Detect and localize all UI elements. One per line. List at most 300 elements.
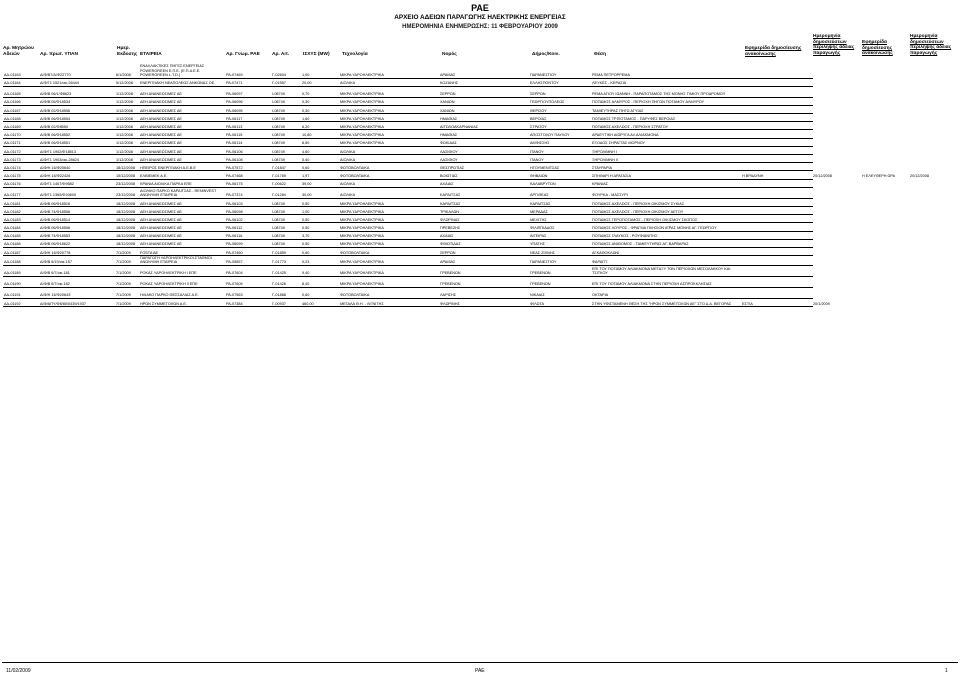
cell-company: ΔΕΗ ΑΝΑΝΕΩΣΙΜΕΣ ΑΕ: [139, 239, 225, 247]
cell-issue-date: 23/12/2008: [115, 179, 139, 187]
cell-issue-date: 18/12/2008: [115, 231, 139, 239]
cell-prefecture: ΧΑΝΙΩΝ: [439, 97, 529, 105]
cell-power-mw: 30,00: [301, 187, 339, 198]
cell-prefecture: ΘΕΣΠΡΩΤΙΑΣ: [439, 163, 529, 171]
cell-technology: ΦΩΤΟΒΟΛΤΑΙΚΑ: [339, 287, 439, 298]
cell-issue-date: 23/12/2008: [115, 187, 139, 198]
cell-technology: ΜΙΚΡΑ ΥΔΡΟΗΛΕΚΤΡΙΚΑ: [339, 86, 439, 97]
cell-newspaper-1: [741, 239, 813, 247]
cell-power-mw: 0,60: [301, 287, 339, 298]
cell-company: ΚΡΑΝΙΑ ΑΙΟΛΙΚΑ ΠΑΡΚΑ ΕΠΕ: [139, 179, 225, 187]
table-row: [3, 276, 813, 287]
cell-newspaper-1: [741, 247, 813, 255]
cell-prefecture: ΗΜΑΘΙΑΣ: [439, 130, 529, 138]
cell-power-mw: 8,50: [301, 138, 339, 146]
cell-prefecture: ΔΡΑΜΑΣ: [439, 64, 529, 78]
cell-location: ΣΠΗΘΑΡΙ Η ΔΡΑΓΑΣΙΑ: [591, 171, 741, 179]
cell-issue-date: 7/1/2009: [115, 276, 139, 287]
cell-license-id: ΑΔ-01167: [3, 105, 39, 113]
cell-location: ΠΟΤΑΜΟΣ ΛΟΥΡΟΣ - ΦΡΑΓΜΑ ΠΛΗΣΙΟΝ ΙΕΡΑΣ ΜΟΝΗΣ ΑΓ. ΓΕΩΡΓΙΟΥ: [591, 223, 741, 231]
cell-application-number: Γ-01847: [271, 163, 301, 171]
cell-technology: ΜΙΚΡΑ ΥΔΡΟΗΛΕΚΤΡΙΚΑ: [339, 206, 439, 214]
cell-location: ΡΕΜΑ ΠΕΤΡΟΡΡΕΜΑ: [591, 64, 741, 78]
col-header-registry-1: Αρ. Μητρώου: [3, 46, 34, 51]
cell-company: ΗΡΩΝ ΣΥΜΜΕΤΟΧΩΝ Α.Ε.: [139, 298, 225, 306]
col-header-application: Αρ. Αιτ.: [272, 52, 290, 57]
cell-opinion-number: ΡΑ-06096: [225, 97, 271, 105]
cell-opinion-number: ΡΑ-06117: [225, 114, 271, 122]
cell-protocol-number: ΔΙΦ/Γ1 1467/Φ9582: [39, 179, 115, 187]
cell-protocol-number: ΔΙΦ/Β 06/Φ18556: [39, 223, 115, 231]
cell-opinion-number: ΡΑ-07460: [225, 247, 271, 255]
cell-application-number: I-08749: [271, 155, 301, 163]
cell-company: ΕΛΒΙΕΜΕΚ Α.Ε.: [139, 171, 225, 179]
cell-location: ΤΑΜΙΕΥΤΗΡΑΣ ΠΗΓΩ ΑΓΥΙΑΣ: [591, 105, 741, 113]
cell-opinion-number: ΡΑ-07572: [225, 163, 271, 171]
cell-protocol-number: ΔΙΦ/Η 16/Φ20640: [39, 163, 115, 171]
cell-power-mw: 10,80: [301, 130, 339, 138]
table-row: [3, 163, 813, 171]
cell-municipality: ΦΙΛΩΤΑ: [529, 298, 591, 306]
pubdate-1: 20/1/2009: [813, 301, 830, 306]
cell-technology: ΜΙΚΡΑ ΥΔΡΟΗΛΕΚΤΡΙΚΑ: [339, 276, 439, 287]
cell-company: ΔΕΗ ΑΝΑΝΕΩΣΙΜΕΣ ΑΕ: [139, 122, 225, 130]
cell-newspaper-1: [741, 97, 813, 105]
cell-technology: ΜΙΚΡΑ ΥΔΡΟΗΛΕΚΤΡΙΚΑ: [339, 239, 439, 247]
cell-newspaper-1: [741, 215, 813, 223]
cell-prefecture: ΛΑΣΙΘΙΟΥ: [439, 146, 529, 154]
cell-prefecture: ΓΡΕΒΕΝΩΝ: [439, 265, 529, 276]
cell-prefecture: ΛΑΣΙΘΙΟΥ: [439, 155, 529, 163]
table-row: [3, 155, 813, 163]
cell-prefecture: ΑΧΑΙΑΣ: [439, 231, 529, 239]
col-header-municipality: Δήμος/Κοιν.: [532, 52, 560, 57]
cell-application-number: I-08749: [271, 138, 301, 146]
page-title: ΑΡΧΕΙΟ ΑΔΕΙΩΝ ΠΑΡΑΓΩΓΗΣ ΗΛΕΚΤΡΙΚΗΣ ΕΝΕΡΓΕΙΑΣ: [394, 14, 566, 21]
cell-municipality: ΑΡΓΙΘΕΑΣ: [529, 187, 591, 198]
cell-location: ΠΟΤΑΜΟΣ ΑΝΙΘΟΜΟΣ - ΤΑΜΙΕΥΤΗΡΑΣ ΑΓ. ΒΑΡΒΑΡΑΣ: [591, 239, 741, 247]
cell-company: ΠΑΡΑΓΩΓΗ ΥΔΡΟΗΛΕΚΤΡΙΚΟΙ ΣΤΑΘΜΟΙ ΑΝΩΝΥΜΗ ΕΤΑΙΡΕΙΑ: [139, 256, 225, 266]
cell-municipality: ΣΕΡΡΩΝ: [529, 86, 591, 97]
cell-protocol-number: ΔΙΦ/Γ1 1902/Φ18513: [39, 146, 115, 154]
cell-company: ΔΕΗ ΑΝΑΝΕΩΣΙΜΕΣ ΑΕ: [139, 198, 225, 206]
cell-issue-date: 1/12/2008: [115, 114, 139, 122]
cell-license-id: ΑΔ-01168: [3, 114, 39, 122]
cell-opinion-number: ΡΑ-06095: [225, 105, 271, 113]
cell-application-number: Γ-01773: [271, 256, 301, 266]
cell-application-number: I-08749: [271, 86, 301, 97]
cell-license-id: ΑΔ-01169: [3, 122, 39, 130]
cell-technology: ΜΕΓΑΛΑ Θ.Η. - ΛΙΓΝΙΤΗΣ: [339, 298, 439, 306]
cell-municipality: ΘΕΡΙΣΟΥ: [529, 105, 591, 113]
col-header-protocol: Αρ. πρωτ. ΥΠΑΝ: [40, 52, 78, 57]
cell-issue-date: 18/12/2008: [115, 206, 139, 214]
cell-location: ΣΤΑΥΡΑΡΙΑ: [591, 163, 741, 171]
cell-newspaper-1: [741, 287, 813, 298]
cell-application-number: I-08749: [271, 206, 301, 214]
cell-opinion-number: ΡΑ-06098: [225, 206, 271, 214]
cell-license-id: ΑΔ-01189: [3, 265, 39, 276]
cell-technology: ΑΙΟΛΙΚΑ: [339, 155, 439, 163]
cell-opinion-number: ΡΑ-06116: [225, 231, 271, 239]
cell-protocol-number: ΔΙΦ/Β 06/Φ18552: [39, 130, 115, 138]
cell-opinion-number: ΡΑ-06099: [225, 239, 271, 247]
col-header-company: ΕΤΑΙΡΕΙΑ: [140, 52, 162, 57]
cell-technology: ΑΙΟΛΙΚΑ: [339, 146, 439, 154]
table-row: [3, 231, 813, 239]
cell-issue-date: 1/12/2008: [115, 86, 139, 97]
cell-protocol-number: ΔΙΦ/Γ1 1521/οικ.26444: [39, 78, 115, 86]
cell-newspaper-1: [741, 223, 813, 231]
cell-company: ΕΝΕΡΓΕΙΑΚΗ ΝΕΑΠΟΛΕΩΣ ΑΝΚΩΝΑΣ ΟΕ: [139, 78, 225, 86]
cell-company: ΔΕΗ ΑΝΑΝΕΩΣΙΜΕΣ ΑΕ: [139, 215, 225, 223]
cell-protocol-number: ΔΙΦ/Β7/Α/Φ22770: [39, 64, 115, 78]
cell-protocol-number: ΔΙΦ/Β 06/Φ18622: [39, 239, 115, 247]
cell-newspaper-1: ΕΣΤΙΑ: [741, 298, 813, 306]
table-row: [3, 105, 813, 113]
cell-municipality: ΠΑΡΑΝΕΣΤΙΟΥ: [529, 64, 591, 78]
cell-opinion-number: ΡΑ-07384: [225, 298, 271, 306]
cell-issue-date: 15/12/2008: [115, 171, 139, 179]
cell-license-id: ΑΔ-01163: [3, 64, 39, 78]
table-row: [3, 171, 813, 179]
cell-protocol-number: ΔΙΦ/Β 74/Φ18556: [39, 206, 115, 214]
col-header-power: ΙΣΧΥΣ (MW): [303, 52, 330, 57]
cell-newspaper-1: [741, 138, 813, 146]
cell-prefecture: ΤΡΙΚΑΛΩΝ: [439, 206, 529, 214]
cell-technology: ΜΙΚΡΑ ΥΔΡΟΗΛΕΚΤΡΙΚΑ: [339, 223, 439, 231]
cell-protocol-number: ΔΙΦ/Β 6/19/οικ.157: [39, 256, 115, 266]
table-row: [3, 247, 813, 255]
cell-prefecture: ΦΛΩΡΙΝΑΣ: [439, 215, 529, 223]
cell-company: ΔΕΗ ΑΝΑΝΕΩΣΙΜΕΣ ΑΕ: [139, 146, 225, 154]
cell-license-id: ΑΔ-01190: [3, 276, 39, 287]
table-row: [3, 130, 813, 138]
cell-prefecture: ΧΑΝΙΩΝ: [439, 105, 529, 113]
table-row: [3, 223, 813, 231]
footer-page-number: 1: [945, 668, 948, 674]
cell-license-id: ΑΔ-01164: [3, 78, 39, 86]
cell-opinion-number: ΡΑ-07563: [225, 287, 271, 298]
table-row: [3, 138, 813, 146]
cell-application-number: I-08749: [271, 146, 301, 154]
cell-company: ΡΟΚΑΣ ΥΔΡΟΗΛΕΚΤΡΙΚΗ ΙΙ ΕΠΕ: [139, 276, 225, 287]
cell-issue-date: 7/1/2009: [115, 265, 139, 276]
cell-application-number: I-08749: [271, 114, 301, 122]
cell-newspaper-1: [741, 198, 813, 206]
cell-municipality: ΣΤΡΑΤΟΥ: [529, 122, 591, 130]
col-header-newspaper-1: Εφημερίδα δημοσίευσης ανακοίνωσης: [745, 46, 802, 57]
cell-protocol-number: ΔΙΦ/Β 02/Φ18556: [39, 105, 115, 113]
cell-municipality: ΓΡΕΒΕΝΩΝ: [529, 276, 591, 287]
page-org: PAE: [471, 3, 489, 13]
cell-application-number: I-08749: [271, 231, 301, 239]
cell-power-mw: 0,50: [301, 239, 339, 247]
cell-application-number: Γ-01868: [271, 287, 301, 298]
cell-newspaper-1: Η ΒΡΑΔΥΝΗ: [741, 171, 813, 179]
cell-opinion-number: ΡΑ-07469: [225, 64, 271, 78]
cell-license-id: ΑΔ-01173: [3, 155, 39, 163]
table-row: [3, 122, 813, 130]
cell-power-mw: 0,50: [301, 198, 339, 206]
cell-license-id: ΑΔ-01171: [3, 138, 39, 146]
cell-protocol-number: ΔΙΦ/Β 02/Φ8550: [39, 122, 115, 130]
cell-application-number: I-08749: [271, 215, 301, 223]
cell-municipality: ΑΜΦΙΣΣΗΣ: [529, 138, 591, 146]
table-row: [3, 64, 813, 78]
cell-issue-date: 18/12/2008: [115, 163, 139, 171]
cell-location: ΕΠΙ ΤΟΥ ΠΟΤΑΜΟΥ ΑΛΙΑΚΜΟΝΑ ΣΤΗΝ ΠΕΡΙΟΧΗ ΑΣΠΡΟΚΚΛΗΣΙΑΣ: [591, 276, 741, 287]
cell-prefecture: ΦΩΚΙΔΑΣ: [439, 138, 529, 146]
cell-technology: ΜΙΚΡΑ ΥΔΡΟΗΛΕΚΤΡΙΚΑ: [339, 130, 439, 138]
cell-opinion-number: ΡΑ-06175: [225, 179, 271, 187]
table-row: [3, 206, 813, 214]
cell-power-mw: 0,50: [301, 223, 339, 231]
cell-license-id: ΑΔ-01174: [3, 163, 39, 171]
col-header-opinion: Αρ. Γνωμ. ΡΑΕ: [226, 52, 260, 57]
cell-protocol-number: ΔΙΦ/Η 16/Φ20778: [39, 247, 115, 255]
cell-license-id: ΑΔ-01188: [3, 256, 39, 266]
cell-company: ΗΛΙΑΚΟ ΠΑΡΚΟ ΘΕΣΣΑΛΙΑΣ Α.Ε.: [139, 287, 225, 298]
cell-location: ΠΟΤΑΜΟΣ ΓΛΑΥΚΟΣ - ΡΟΥΦΙΑΝΙΤΗΣ: [591, 231, 741, 239]
cell-newspaper-1: [741, 265, 813, 276]
cell-newspaper-1: [741, 187, 813, 198]
table-row: [3, 86, 813, 97]
cell-opinion-number: ΡΑ-06103: [225, 198, 271, 206]
cell-company: ΡΟΚΑΣ ΥΔΡΟΗΛΕΚΤΡΙΚΗ Ι ΕΠΕ: [139, 265, 225, 276]
cell-location: ΠΟΤΑΜΟΣ ΓΕΡΟΠΟΤΑΜΟΣ - ΠΕΡΙΟΧΗ ΟΙΚΙΣΜΟΥ ΣΚΟΠΟΣ: [591, 215, 741, 223]
cell-municipality: ΕΛΛΗΣΠΟΝΤΟΥ: [529, 78, 591, 86]
cell-location: ΠΟΤΑΜΟΣ ΑΧΕΛΩΟΣ - ΠΕΡΙΟΧΗ ΟΙΚΙΣΜΟΥ ΑΕΤΟΥ: [591, 206, 741, 214]
cell-protocol-number: ΔΙΦ/Β 06/Φ18516: [39, 198, 115, 206]
table-row: [3, 287, 813, 298]
cell-issue-date: 1/12/2008: [115, 130, 139, 138]
cell-protocol-number: ΔΙΦ/Η 16/Φ20643: [39, 287, 115, 298]
cell-municipality: ΜΕΡΑΔΑΣ: [529, 206, 591, 214]
cell-application-number: Γ-01859: [271, 247, 301, 255]
cell-power-mw: 6,20: [301, 122, 339, 130]
cell-power-mw: 20,00: [301, 78, 339, 86]
cell-municipality: ΘΗΒΑΙΩΝ: [529, 171, 591, 179]
cell-municipality: ΓΕΩΡΓΙΟΥΠΟΛΕΩΣ: [529, 97, 591, 105]
cell-company: ΔΕΗ ΑΝΑΝΕΩΣΙΜΕΣ ΑΕ: [139, 206, 225, 214]
cell-application-number: Γ-01284: [271, 187, 301, 198]
cell-location: ΛΕΥΚΕΣ - ΚΕΡΑΣΙΑ: [591, 78, 741, 86]
cell-location: ΞΗΡΟΛΙΜΝΗ ΙΙ: [591, 155, 741, 163]
cell-protocol-number: ΔΙΦ/Η 16/Φ22426: [39, 171, 115, 179]
col-header-technology: Τεχνολογία: [342, 52, 368, 57]
cell-power-mw: 9,40: [301, 265, 339, 276]
cell-company: ΔΕΗ ΑΝΑΝΕΩΣΙΜΕΣ ΑΕ: [139, 231, 225, 239]
cell-opinion-number: ΡΑ-06112: [225, 223, 271, 231]
col-header-date-2: Εκδοσης: [117, 52, 138, 57]
cell-opinion-number: ΡΑ-07604: [225, 265, 271, 276]
cell-location: ΟΚΤΑΡΙΑ: [591, 287, 741, 298]
cell-municipality: ΑΠΟΣΤΟΛΟΥ ΠΑΥΛΟΥ: [529, 130, 591, 138]
cell-prefecture: ΔΡΑΜΑΣ: [439, 256, 529, 266]
cell-license-id: ΑΔ-01176: [3, 179, 39, 187]
cell-issue-date: 7/1/2009: [115, 287, 139, 298]
table-row: [3, 298, 813, 306]
cell-company: ΔΕΗ ΑΝΑΝΕΩΣΙΜΕΣ ΑΕ: [139, 155, 225, 163]
cell-prefecture: ΓΡΕΒΕΝΩΝ: [439, 276, 529, 287]
cell-municipality: ΙΤΑΝΟΥ: [529, 155, 591, 163]
cell-protocol-number: ΔΙΦ/Β 06/Φ18551: [39, 138, 115, 146]
newspaper-2: Η ΕΛΕΥΘΕΡΗ ΩΡΑ: [862, 174, 896, 179]
cell-prefecture: ΦΘΙΩΤΙΔΑΣ: [439, 239, 529, 247]
cell-power-mw: 1,60: [301, 114, 339, 122]
col-header-registry-2: Αδειών: [3, 52, 20, 57]
cell-location: ΠΟΤΑΜΟΣ ΑΧΕΛΩΟΣ - ΠΕΡΙΟΧΗ ΟΙΚΙΣΜΟΥ ΣΥΚΙΑΣ: [591, 198, 741, 206]
cell-application-number: I-08749: [271, 122, 301, 130]
cell-opinion-number: ΡΑ-06106: [225, 146, 271, 154]
cell-company: ΔΕΗ ΑΝΑΝΕΩΣΙΜΕΣ ΑΕ: [139, 223, 225, 231]
cell-newspaper-1: [741, 130, 813, 138]
cell-prefecture: ΦΛΩΡΙΝΗΣ: [439, 298, 529, 306]
footer-org: PAE: [475, 668, 485, 674]
cell-license-id: ΑΔ-01191: [3, 287, 39, 298]
table-row: [3, 265, 813, 276]
cell-location: ΡΕΜΑ ΑΓΙΟΥ ΙΩΑΝΝΗ - ΠΑΡΑΠΟΤΑΜΟΣ ΤΗΣ ΜΟΝΗΣ ΤΙΜΙΟΥ ΠΡΟΔΡΟΜΟΥ: [591, 86, 741, 97]
cell-newspaper-1: [741, 206, 813, 214]
cell-power-mw: 0,60: [301, 163, 339, 171]
cell-power-mw: 4,60: [301, 146, 339, 154]
col-header-location: Θέση: [594, 52, 607, 57]
cell-protocol-number: ΔΙΦ/Β 06/1/Φ8623: [39, 86, 115, 97]
cell-newspaper-1: [741, 179, 813, 187]
cell-location: ΚΡΑΝΙΑΣ: [591, 179, 741, 187]
cell-issue-date: 1/12/2008: [115, 138, 139, 146]
cell-issue-date: 5/12/2008: [115, 78, 139, 86]
cell-power-mw: 0,30: [301, 97, 339, 105]
cell-power-mw: 1,00: [301, 64, 339, 78]
cell-location: ΕΠΙ ΤΟΥ ΠΟΤΑΜΟΥ ΑΛΙΑΚΜΟΝΑ ΜΕΤΑΞΥ ΤΩΝ ΠΕΡΙΟΧΩΝ ΜΕΣΟΛΑΚΚΟΥ ΚΑΙ ΤΣΙΤΚΟΥ: [591, 265, 741, 276]
cell-power-mw: 1,00: [301, 206, 339, 214]
cell-prefecture: ΚΑΡΔΙΤΣΑΣ: [439, 187, 529, 198]
cell-technology: ΜΙΚΡΑ ΥΔΡΟΗΛΕΚΤΡΙΚΑ: [339, 64, 439, 78]
cell-license-id: ΑΔ-01181: [3, 198, 39, 206]
col-header-newspaper-2: Εφημερίδα δημοσίευσης ανακοίνωσης: [862, 40, 893, 57]
cell-company: ΔΕΗ ΑΝΑΝΕΩΣΙΜΕΣ ΑΕ: [139, 138, 225, 146]
cell-company: ΔΕΗ ΑΝΑΝΕΩΣΙΜΕΣ ΑΕ: [139, 86, 225, 97]
cell-application-number: I-08749: [271, 239, 301, 247]
table-row: [3, 114, 813, 122]
cell-license-id: ΑΔ-01186: [3, 239, 39, 247]
cell-municipality: ΚΑΡΔΙΤΣΑΣ: [529, 198, 591, 206]
cell-protocol-number: ΔΙΦ/Γ1 1365/Φ20600: [39, 187, 115, 198]
cell-company: FOSTA AE: [139, 247, 225, 255]
cell-municipality: ΝΙΚΑΙΑΣ: [529, 287, 591, 298]
cell-technology: ΜΙΚΡΑ ΥΔΡΟΗΛΕΚΤΡΙΚΑ: [339, 215, 439, 223]
cell-prefecture: ΚΟΖΑΝΗΣ: [439, 78, 529, 86]
cell-location: ΞΗΡΟΛΙΜΝΗ Ι: [591, 146, 741, 154]
cell-location: ΕΞΟΔΟΣ ΣΗΡΑΓΓΑΣ ΜΟΡΝΟΥ: [591, 138, 741, 146]
cell-municipality: ΑΙΓΕΙΡΑΣ: [529, 231, 591, 239]
cell-license-id: ΑΔ-01170: [3, 130, 39, 138]
cell-issue-date: 18/12/2008: [115, 239, 139, 247]
cell-company: ΔΕΗ ΑΝΑΝΕΩΣΙΜΕΣ ΑΕ: [139, 130, 225, 138]
cell-license-id: ΑΔ-01183: [3, 215, 39, 223]
cell-application-number: Γ-01426: [271, 276, 301, 287]
cell-application-number: Γ-01769: [271, 171, 301, 179]
cell-municipality: ΚΑΛΑΒΡΥΤΩΝ: [529, 179, 591, 187]
cell-issue-date: 7/1/2009: [115, 247, 139, 255]
cell-power-mw: 3,70: [301, 231, 339, 239]
cell-issue-date: 1/12/2008: [115, 122, 139, 130]
cell-prefecture: ΣΕΡΡΩΝ: [439, 86, 529, 97]
cell-technology: ΦΩΤΟΒΟΛΤΑΙΚΑ: [339, 247, 439, 255]
cell-power-mw: 39,00: [301, 179, 339, 187]
cell-application-number: I-08749: [271, 105, 301, 113]
col-header-prefecture: Νομός: [442, 52, 457, 57]
table-row: [3, 239, 813, 247]
cell-newspaper-1: [741, 146, 813, 154]
table-row: [3, 97, 813, 105]
cell-opinion-number: ΡΑ-07605: [225, 276, 271, 287]
cell-license-id: ΑΔ-01172: [3, 146, 39, 154]
cell-issue-date: 1/12/2008: [115, 105, 139, 113]
cell-newspaper-1: [741, 64, 813, 78]
cell-issue-date: 18/12/2008: [115, 215, 139, 223]
cell-company: ΔΕΗ ΑΝΑΝΕΩΣΙΜΕΣ ΑΕ: [139, 97, 225, 105]
cell-application-number: I-08749: [271, 198, 301, 206]
table-row: [3, 256, 813, 266]
cell-technology: ΑΙΟΛΙΚΑ: [339, 179, 439, 187]
cell-company: ΑΙΟΛΙΚΟ ΠΑΡΚΟ ΚΑΡΔΙΤΣΑΣ - RENINVEST ΑΝΩΝΥΜΗ ΕΤΑΙΡΕΙΑ: [139, 187, 225, 198]
cell-application-number: Γ-01425: [271, 265, 301, 276]
cell-technology: ΜΙΚΡΑ ΥΔΡΟΗΛΕΚΤΡΙΚΑ: [339, 198, 439, 206]
cell-license-id: ΑΔ-01184: [3, 223, 39, 231]
cell-technology: ΑΙΟΛΙΚΑ: [339, 78, 439, 86]
cell-license-id: ΑΔ-01182: [3, 206, 39, 214]
cell-power-mw: 0,60: [301, 247, 339, 255]
cell-license-id: ΑΔ-01177: [3, 187, 39, 198]
cell-license-id: ΑΔ-01187: [3, 247, 39, 255]
cell-technology: ΜΙΚΡΑ ΥΔΡΟΗΛΕΚΤΡΙΚΑ: [339, 231, 439, 239]
cell-license-id: ΑΔ-01175: [3, 171, 39, 179]
cell-newspaper-1: [741, 114, 813, 122]
cell-municipality: ΥΠΑΤΗΣ: [529, 239, 591, 247]
cell-prefecture: ΠΡΕΒΕΖΗΣ: [439, 223, 529, 231]
cell-application-number: I-08745: [271, 97, 301, 105]
cell-location: ΑΡΔΕΥΤΙΚΗ ΔΙΩΡΥΓΑ ΑΛ ΑΛΙΑΚΜΟΝΑ: [591, 130, 741, 138]
cell-protocol-number: ΔΙΦ/ΑΠΥ/Φ8/80/0439/1937: [39, 298, 115, 306]
col-header-pubdate-1: Ημερομηνία δημοσιεύσεων περίληψης άδειας παραγωγής: [813, 34, 855, 56]
cell-application-number: I-08749: [271, 223, 301, 231]
cell-opinion-number: ΡΑ-06115: [225, 130, 271, 138]
pubdate-1: 20/12/2008: [813, 174, 833, 179]
cell-power-mw: 5,40: [301, 155, 339, 163]
footer-divider: [2, 662, 958, 663]
cell-newspaper-1: [741, 163, 813, 171]
cell-opinion-number: ΡΑ-06102: [225, 215, 271, 223]
cell-location: ΑΓΚΑΘΟΚΛΩΝΙ: [591, 247, 741, 255]
cell-license-id: ΑΔ-01192: [3, 298, 39, 306]
cell-technology: ΜΙΚΡΑ ΥΔΡΟΗΛΕΚΤΡΙΚΑ: [339, 265, 439, 276]
cell-newspaper-1: [741, 231, 813, 239]
cell-municipality: ΒΕΡΟΙΑΣ: [529, 114, 591, 122]
cell-company: ΔΕΗ ΑΝΑΝΕΩΣΙΜΕΣ ΑΕ: [139, 114, 225, 122]
cell-license-id: ΑΔ-01165: [3, 86, 39, 97]
cell-power-mw: 0,30: [301, 105, 339, 113]
table-row: [3, 179, 813, 187]
cell-municipality: ΠΑΡΑΝΕΣΤΙΟΥ: [529, 256, 591, 266]
cell-opinion-number: ΡΑ-07374: [225, 187, 271, 198]
cell-municipality: ΜΕΛΙΤΗΣ: [529, 215, 591, 223]
cell-issue-date: 7/1/2009: [115, 256, 139, 266]
cell-issue-date: 18/12/2008: [115, 198, 139, 206]
cell-prefecture: ΑΙΤΩΛΟΑΚΑΡΝΑΝΙΑΣ: [439, 122, 529, 130]
